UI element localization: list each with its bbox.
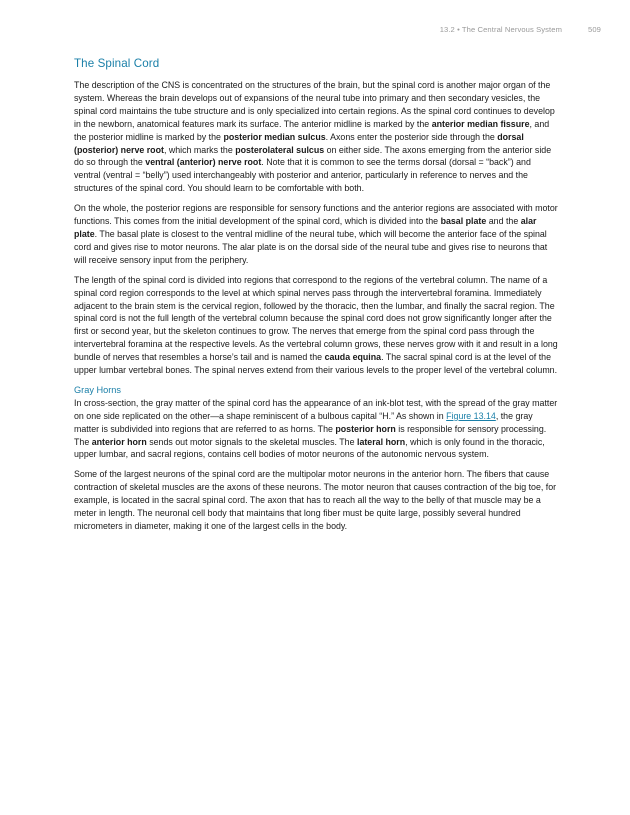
text-run: is responsible for sensory processing. The — [74, 423, 547, 447]
subsection-title: Gray Horns — [74, 384, 121, 395]
text-run: . The sacral spinal cord is at the level of the upper lumbar vertebral bones. The spinal nerves extend from their various levels to the proper level of the vertebral column. — [74, 352, 558, 376]
paragraph-motor-neurons — [74, 468, 558, 533]
term-basal-plate: basal plate — [440, 216, 487, 227]
text-run: The description of the CNS is concentrated on the structures of the brain, but the spinal cord is another major organ of the system. Whereas the brain develops out of expansions of the neural tube into primary and then secondary vesicles, the spinal cord maintains the tube structure and is only specialized into certain regions. As the spinal cord continues to develop in the newborn, anatomical features mark its surface. The anterior midline is marked by the — [74, 80, 555, 129]
text-run: on either side. The axons emerging from the anterior side do so through the — [74, 144, 552, 168]
text-run: Some of the largest neurons of the spinal cord are the multipolar motor neurons in the anterior horn. The fibers that cause contraction of skeletal muscles are the axons of these neurons. The motor neuron that causes contraction of the big toe, for example, is located in the sacral spinal cord. The axon that has to reach all the way to the belly of that muscle may be a meter in length. The neuronal cell body that maintains that long fiber must be quite large, possibly several hundred micrometers in diameter, making it one of the largest cells in the body. — [74, 469, 557, 531]
text-run: , which is only found in the thoracic, upper lumbar, and sacral regions, contains cell bodies of motor neurons of the autonomic nervous system. — [74, 436, 545, 460]
text-run: . Axons enter the posterior side through the — [325, 131, 498, 142]
term-anterior-median-fissure: anterior median fissure — [431, 118, 530, 129]
term-posterior-horn: posterior horn — [335, 423, 396, 434]
term-dorsal-nerve-root: dorsal (posterior) nerve root — [74, 131, 524, 155]
page-content — [74, 57, 558, 540]
term-anterior-horn: anterior horn — [91, 436, 147, 447]
term-lateral-horn: lateral horn — [356, 436, 406, 447]
text-run: , and the posterior midline is marked by the — [74, 118, 550, 142]
text-run: The length of the spinal cord is divided into regions that correspond to the regions of the vertebral column. The name of a spinal cord region corresponds to the level at which spinal nerves pass through the intervertebral foramina. Immediately adjacent to the brain stem is the cervical region, followed by the thoracic, then the lumbar, and finally the sacral region. The spinal cord is not the full length of the vertebral column because the spinal cord does not grow significantly longer after the first or second year, but the skeleton continues to grow. The nerves that emerge from the spinal cord pass through the intervertebral foramina at the respective levels. As the vertebral column grows, these nerves grow with it and result in a long bundle of nerves that resembles a horse’s tail and is named the — [74, 274, 558, 363]
paragraph-spinal-regions — [74, 274, 558, 377]
term-alar-plate: alar plate — [74, 216, 537, 239]
running-header — [440, 25, 601, 34]
page-number: 509 — [588, 25, 601, 34]
term-ventral-nerve-root: ventral (anterior) nerve root — [145, 157, 262, 168]
paragraph-spinal-cord-intro — [74, 79, 558, 195]
term-posterior-median-sulcus: posterior median sulcus — [223, 131, 326, 142]
running-title: 13.2 • The Central Nervous System — [439, 25, 563, 34]
figure-link[interactable]: Figure 13.14 — [446, 410, 496, 421]
section-title: The Spinal Cord — [74, 57, 160, 70]
text-run: On the whole, the posterior regions are responsible for sensory functions and the anterior regions are associated with motor functions. This comes from the initial development of the spinal cord, which is divided into the — [74, 203, 558, 227]
paragraph-gray-horns — [74, 397, 558, 462]
term-posterolateral-sulcus: posterolateral sulcus — [235, 144, 325, 155]
text-run: , which marks the — [163, 144, 236, 155]
text-run: , the gray matter is subdivided into regions that are referred to as horns. The — [74, 410, 533, 434]
text-run: . Note that it is common to see the terms dorsal (dorsal = “back”) and ventral (ventral = “belly”) used interchangeably with posterior and anterior, particularly in reference to nerves and the structures of the spinal cord. You should learn to be comfortable with both. — [74, 157, 531, 194]
paragraph-sensory-motor — [74, 202, 558, 267]
text-run: In cross-section, the gray matter of the spinal cord has the appearance of an ink-blot test, with the spread of the gray matter on one side replicated on the other—a shape reminiscent of a bulbous capital “H.” As shown in — [74, 397, 558, 421]
term-cauda-equina: cauda equina — [324, 352, 382, 363]
text-run: . The basal plate is closest to the ventral midline of the neural tube, which will become the anterior face of the spinal cord and gives rise to motor neurons. The alar plate is on the dorsal side of the neural tube and gives rise to neurons that will receive sensory input from the periphery. — [74, 228, 548, 265]
text-run: and the — [486, 216, 521, 227]
text-run: sends out motor signals to the skeletal muscles. The — [146, 436, 357, 447]
